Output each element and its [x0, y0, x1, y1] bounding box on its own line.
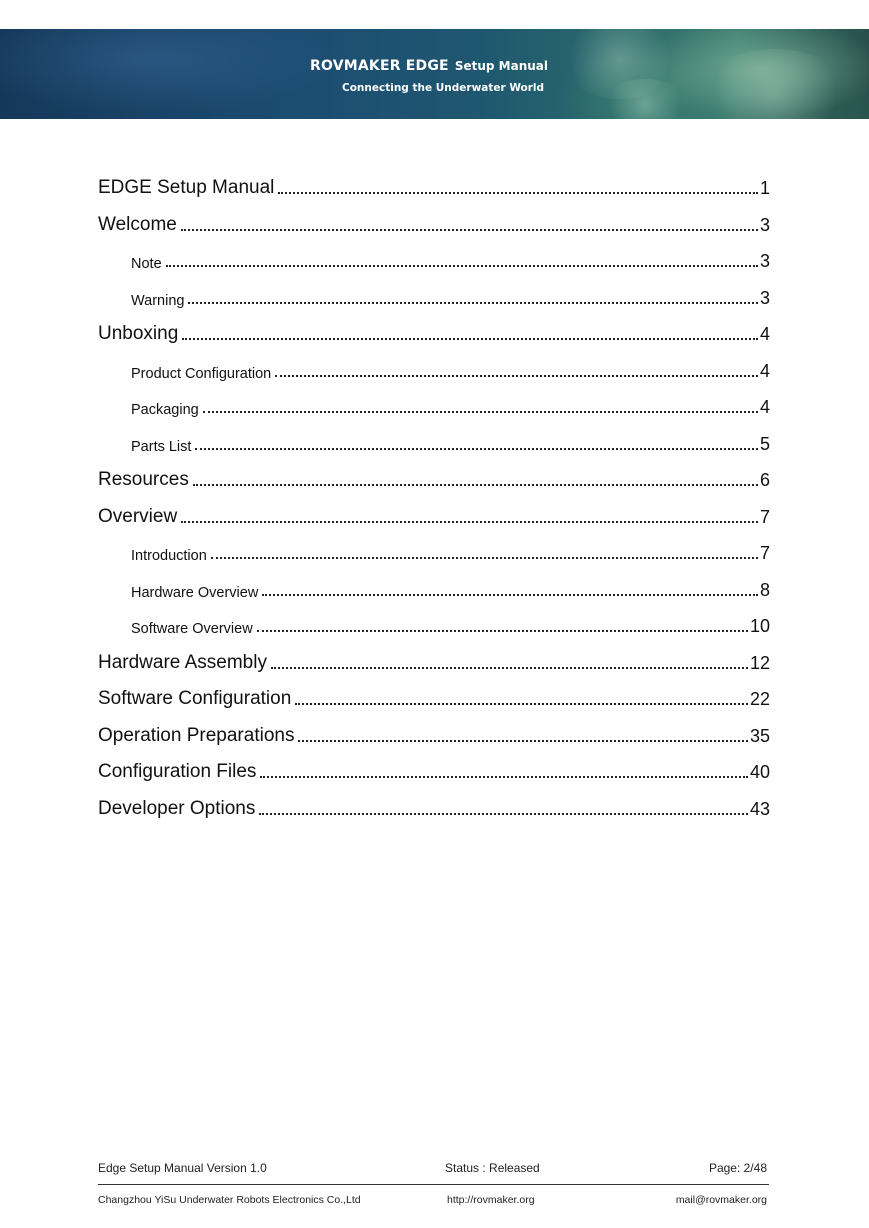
toc-dot-leader: [262, 594, 758, 596]
toc-entry-title: Hardware Overview: [131, 585, 259, 601]
toc-entry-title: Software Overview: [131, 621, 253, 637]
toc-entry-page: 1: [759, 178, 770, 198]
footer-divider: [98, 1184, 769, 1185]
toc-dot-leader: [257, 630, 748, 632]
footer-version: Edge Setup Manual Version 1.0: [98, 1161, 267, 1175]
toc-dot-leader: [295, 703, 748, 705]
toc-entry[interactable]: [131, 246, 770, 272]
toc-entry-page: 8: [759, 580, 770, 600]
toc-entry[interactable]: [98, 721, 770, 747]
toc-entry-title: Developer Options: [98, 798, 256, 819]
toc-entry-title: Packaging: [131, 402, 199, 418]
toc-entry[interactable]: [98, 173, 770, 199]
toc-entry[interactable]: [98, 502, 770, 528]
toc-dot-leader: [203, 411, 758, 413]
toc-entry[interactable]: [131, 356, 770, 382]
toc-entry[interactable]: [131, 392, 770, 418]
toc-entry-title: Overview: [98, 506, 178, 527]
toc-entry[interactable]: [98, 684, 770, 710]
header-banner: [0, 29, 869, 119]
toc-dot-leader: [275, 375, 758, 377]
toc-dot-leader: [188, 302, 758, 304]
toc-entry[interactable]: [131, 611, 770, 637]
footer-contact-row: [98, 1194, 768, 1208]
toc-entry-page: 22: [749, 689, 770, 709]
toc-entry-title: Note: [131, 256, 162, 272]
toc-dot-leader: [298, 740, 748, 742]
banner-texture: [700, 49, 850, 119]
toc-entry-title: Configuration Files: [98, 761, 257, 782]
toc-entry-page: 3: [759, 288, 770, 308]
toc-entry-page: 4: [759, 324, 770, 344]
footer-info-row: [98, 1161, 768, 1177]
toc-dot-leader: [166, 265, 758, 267]
toc-dot-leader: [260, 776, 748, 778]
toc-entry-page: 35: [749, 726, 770, 746]
toc-entry[interactable]: [98, 465, 770, 491]
toc-entry-page: 7: [759, 507, 770, 527]
toc-entry-page: 40: [749, 762, 770, 782]
toc-entry-title: Introduction: [131, 548, 207, 564]
toc-dot-leader: [211, 557, 758, 559]
toc-entry-title: Warning: [131, 293, 185, 309]
toc-entry-page: 4: [759, 397, 770, 417]
toc-entry-page: 6: [759, 470, 770, 490]
toc-entry-page: 12: [749, 653, 770, 673]
toc-entry-title: Product Configuration: [131, 366, 272, 382]
toc-entry[interactable]: [98, 794, 770, 820]
toc-entry[interactable]: [131, 283, 770, 309]
toc-entry-title: Unboxing: [98, 323, 179, 344]
toc-entry-page: 43: [749, 799, 770, 819]
toc-entry-page: 5: [759, 434, 770, 454]
toc-entry-page: 4: [759, 361, 770, 381]
toc-dot-leader: [193, 484, 758, 486]
toc-entry[interactable]: [98, 757, 770, 783]
toc-entry[interactable]: [131, 429, 770, 455]
footer-company: Changzhou YiSu Underwater Robots Electronics Co.,Ltd: [98, 1194, 361, 1206]
header-subtitle: Setup Manual: [454, 59, 548, 73]
toc-entry[interactable]: [98, 648, 770, 674]
toc-entry-title: Resources: [98, 469, 189, 490]
toc-entry-page: 10: [749, 616, 770, 636]
toc-entry-page: 7: [759, 543, 770, 563]
footer-website-link[interactable]: http://rovmaker.org: [447, 1194, 535, 1206]
footer-page-number: Page: 2/48: [708, 1161, 767, 1175]
toc-dot-leader: [182, 338, 758, 340]
toc-entry-page: 3: [759, 215, 770, 235]
toc-entry[interactable]: [98, 210, 770, 236]
toc-entry-title: EDGE Setup Manual: [98, 177, 275, 198]
toc-dot-leader: [271, 667, 748, 669]
footer-status: Status : Released: [445, 1161, 540, 1175]
toc-entry-title: Software Configuration: [98, 688, 292, 709]
toc-dot-leader: [278, 192, 758, 194]
header-title: [310, 55, 548, 74]
toc-dot-leader: [181, 229, 758, 231]
toc-entry-title: Parts List: [131, 439, 192, 455]
footer-email-link[interactable]: mail@rovmaker.org: [675, 1194, 767, 1206]
banner-texture: [600, 79, 690, 119]
toc-dot-leader: [181, 521, 758, 523]
toc-dot-leader: [259, 813, 748, 815]
toc-entry-title: Welcome: [98, 214, 177, 235]
toc-entry-page: 3: [759, 251, 770, 271]
header-brand: ROVMAKER EDGE: [310, 58, 449, 74]
toc-entry[interactable]: [98, 319, 770, 345]
toc-entry-title: Operation Preparations: [98, 725, 295, 746]
header-tagline: Connecting the Underwater World: [342, 82, 545, 94]
toc-entry-title: Hardware Assembly: [98, 652, 267, 673]
toc-entry[interactable]: [131, 538, 770, 564]
toc-dot-leader: [195, 448, 758, 450]
toc-entry[interactable]: [131, 575, 770, 601]
